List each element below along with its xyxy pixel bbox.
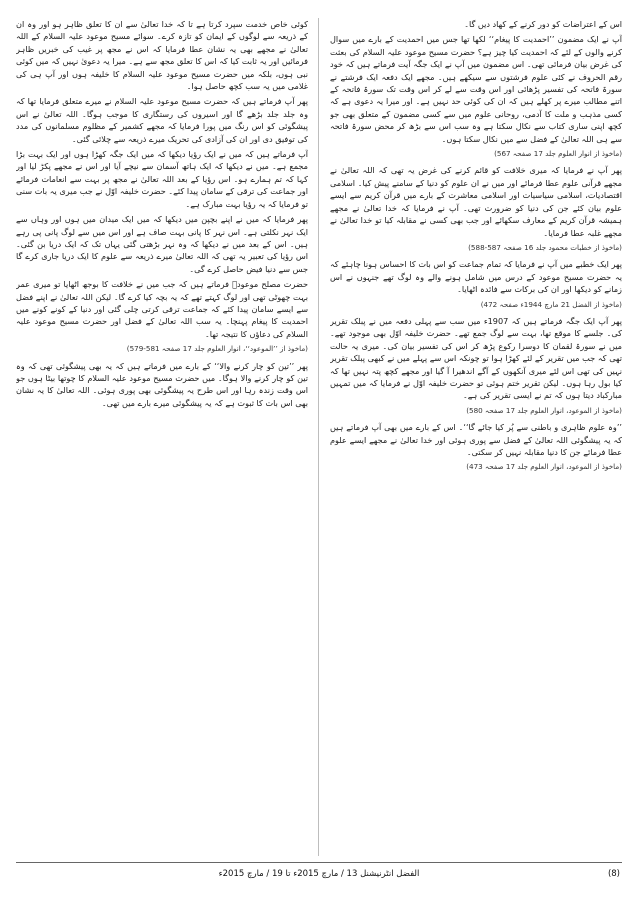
reference-citation: (ماخوذ از ’’الموعود‘‘، انوار العلوم جلد 17 صفحہ 581-579) [126, 344, 308, 354]
reference-citation: (ماخوذ از انوار العلوم جلد 17 صفحہ 567) [494, 149, 622, 159]
issue-line: الفضل انٹرنیشنل 13 / مارچ 2015ء تا 19 / مارچ 2015ء [218, 869, 420, 879]
left-paragraph: کوئی خاص خدمت سپرد کرتا ہے تا کہ خدا تعالیٰ سے ان کا تعلق ظاہر ہو اور وہ ان کے ذریعہ سے لوگوں کے ایمان کو تازہ کرے۔ سوائے مسیح موعود علیہ السلام کے اللہ تعالیٰ نے مجھے بھی یہ نشان عطا فرمایا کہ اس نے مجھ پر غیب کی خبریں ظاہر فرمائیں اور یہ ثابت کیا کہ اس کا تعلق مجھ سے ہے۔ میرا یہ دعویٰ نہیں کہ میں کوئی نبی ہوں، بلکہ میں حضرت مسیح موعود علیہ السلام کا خلیفہ ہوں اور آپ ہی کی غلامی میں یہ سب کچھ حاصل ہوا۔ [16, 19, 308, 92]
page-footer [0, 866, 638, 886]
left-paragraph: حضرت مصلح موعودؓ فرماتے ہیں کہ جب میں نے خلافت کا بوجھ اٹھایا تو میری عمر بہت چھوٹی تھی اور لوگ کہتے تھے کہ یہ بچہ کیا کرے گا۔ لیکن اللہ تعالیٰ نے اپنے فضل سے ایسے سامان پیدا کئے کہ جماعت ترقی کرتی چلی گئی اور دنیا کے کونے کونے میں احمدیت کا پیغام پہنچا۔ یہ سب اللہ تعالیٰ کے فضل اور حضرت مسیح موعود علیہ السلام کی دعاؤں کا نتیجہ تھا۔ [16, 279, 308, 339]
right-column [330, 18, 622, 856]
left-paragraph: پھر ’’تین کو چار کرنے والا‘‘ کے بارے میں فرماتے ہیں کہ یہ بھی پیشگوئی تھی کہ وہ تین کو چار کرنے والا ہوگا۔ میں حضرت مسیح موعود علیہ السلام کا چوتھا بیٹا ہوں جو اس وقت زندہ رہا اور اس طرح یہ پیشگوئی بھی پوری ہوئی۔ اللہ تعالیٰ کا یہ نشان بھی اس بات کا ثبوت ہے کہ یہ پیشگوئی میرے بارے میں تھی۔ [16, 360, 308, 408]
right-paragraph: پھر آپ نے فرمایا کہ میری خلافت کو قائم کرنے کی غرض یہ تھی کہ اللہ تعالیٰ نے مجھے قرآنی علوم عطا فرمائے اور میں نے ان علوم کو دنیا کے سامنے پیش کیا۔ اسلامی اقتصادیات، اسلامی سیاسیات اور اسلامی معاشرت کے بارے میں قرآن کریم سے ایسے علوم بیان کئے جن کی دنیا کو ضرورت تھی۔ آپ نے فرمایا کہ خدا تعالیٰ نے مجھے ہمیشہ قرآن کریم کے معارف سکھائے اور جب بھی کسی نے مقابلہ کیا تو خدا تعالیٰ نے مجھے غلبہ عطا فرمایا۔ [330, 165, 622, 238]
left-paragraph: پھر آپ فرماتے ہیں کہ حضرت مسیح موعود علیہ السلام نے میرے متعلق فرمایا تھا کہ وہ جلد جلد بڑھے گا اور اسیروں کی رستگاری کا موجب ہوگا۔ اللہ تعالیٰ نے اس پیشگوئی کو اس رنگ میں پورا فرمایا کہ مجھے کشمیر کے مظلوم مسلمانوں کی مدد کی توفیق دی اور ان کی آزادی کی تحریک میرے ذریعہ سے چلائی گئی۔ [16, 96, 308, 144]
right-paragraph: ’’وہ علوم ظاہری و باطنی سے پُر کیا جائے گا‘‘۔ اس کے بارے میں بھی آپ فرماتے ہیں کہ یہ پیشگوئی اللہ تعالیٰ کے فضل سے پوری ہوئی اور خدا تعالیٰ نے مجھے ایسے علوم عطا فرمائے جن کا دنیا مقابلہ نہیں کر سکتی۔ [330, 422, 622, 457]
footer-rule [16, 862, 622, 863]
right-paragraph: پھر ایک خطبے میں آپ نے فرمایا کہ تمام جماعت کو اس بات کا احساس ہونا چاہئے کہ یہ حضرت مسیح موعود کے درس میں شامل ہونے والے وہ لوگ تھے جنہوں نے اس زمانے کو دیکھا اور ان کی برکات سے فائدہ اٹھایا۔ [330, 259, 622, 295]
column-divider [318, 18, 319, 856]
right-paragraph: پھر آپ ایک جگہ فرماتے ہیں کہ 1907ء میں سب سے پہلی دفعہ میں نے پبلک تقریر کی۔ جلسے کا موقع تھا، بہت سے لوگ جمع تھے۔ حضرت خلیفہ اوّل بھی موجود تھے۔ میں نے سورۃ لقمان کا دوسرا رکوع پڑھ کر اس کی تفسیر بیان کی۔ میری یہ حالت تھی کہ جب میں تقریر کے لئے کھڑا ہوا تو چونکہ اس سے پہلے میں نے کبھی پبلک تقریر نہیں کی تھی اس لئے میری آنکھوں کے آگے اندھیرا آ گیا اور مجھے کچھ پتہ نہیں تھا کہ کیا بول رہا ہوں۔ لیکن تقریر ختم ہوئی تو حضرت خلیفہ اوّل نے فرمایا کہ میں تمہیں مبارکباد دیتا ہوں کہ تم نے ایسی تقریر کی ہے۔ [330, 315, 622, 401]
page-number: (8) [607, 869, 620, 879]
reference-citation: (ماخوذ از الفضل 21 مارچ 1944ء صفحہ 472) [480, 299, 622, 309]
reference-citation: (ماخوذ از خطبات محمود جلد 16 صفحہ 587-588) [468, 242, 622, 252]
left-paragraph: آپ فرماتے ہیں کہ میں نے ایک رؤیا دیکھا کہ میں ایک جگہ کھڑا ہوں اور ایک بہت بڑا مجمع ہے۔ میں نے دیکھا کہ ایک ہاتھ آسمان سے نیچے آیا اور اس نے مجھے پکڑ لیا اور کہا کہ تم ہمارے ہو۔ اس رؤیا کے بعد اللہ تعالیٰ نے مجھ پر بہت سے انعامات فرمائے اور جماعت کی ترقی کے سامان پیدا کئے۔ حضرت خلیفہ اوّل نے جب میری یہ بات سنی تو فرمایا کہ یہ رؤیا بہت مبارک ہے۔ [16, 149, 308, 209]
left-column [16, 18, 308, 856]
reference-citation: (ماخوذ از الموعود، انوار العلوم جلد 17 صفحہ 473) [466, 462, 622, 472]
right-paragraph: آپ نے ایک مضمون ’’احمدیت کا پیغام‘‘ لکھا تھا جس میں احمدیت کے بارے میں سوال کرنے والوں کے لئے کہ احمدیت کیا چیز ہے؟ حضرت مسیح موعود علیہ السلام کی بعثت کی غرض بیان فرمائی تھی۔ اس مضمون میں آپ نے ایک جگہ آیت فرماتے ہیں کہ خود رقم الحروف نے کئی علوم فرشتوں سے سیکھے ہیں۔ مجھے ایک دفعہ ایک فرشتے نے سورۃ فاتحہ کی تفسیر پڑھائی اور اس وقت سے لے کر اس وقت تک سورۃ فاتحہ کے اتنے مطالب میرے پر کھلے ہیں کہ ان کی کوئی حد نہیں ہے۔ اور میرا یہ دعوی ہے کہ کسی مذہب و ملت کا آدمی، روحانی علوم میں سے کسی مضمون کے متعلق بھی جو کچھ اپنی ساری کتاب سے نکال سکتا ہے وہ سب اس سے بڑھ کر محض سورۃ فاتحہ سے ہی اللہ تعالیٰ کے فضل سے میں نکال سکتا ہوں۔ [330, 34, 622, 144]
left-paragraph: پھر فرمایا کہ میں نے اپنے بچپن میں دیکھا کہ میں ایک میدان میں ہوں اور وہاں سے ایک نہر نکلتی ہے۔ اس نہر کا پانی بہت صاف ہے اور اس میں سے لوگ پانی پی رہے ہیں۔ اس کے بعد میں نے دیکھا کہ وہ نہر بڑھتی گئی یہاں تک کہ ایک دریا بن گئی۔ اس رؤیا کی تعبیر یہ تھی کہ اللہ تعالیٰ میرے ذریعہ سے علوم کا ایک دریا جاری کرے گا جس سے دنیا فیض حاصل کرے گی۔ [16, 214, 308, 274]
reference-citation: (ماخوذ از الموعود، انوار العلوم جلد 17 صفحہ 580) [466, 405, 622, 415]
right-paragraph: اس کے اعتراضات کو دور کرنے کے کھاد دیں گا۔ [464, 19, 622, 29]
